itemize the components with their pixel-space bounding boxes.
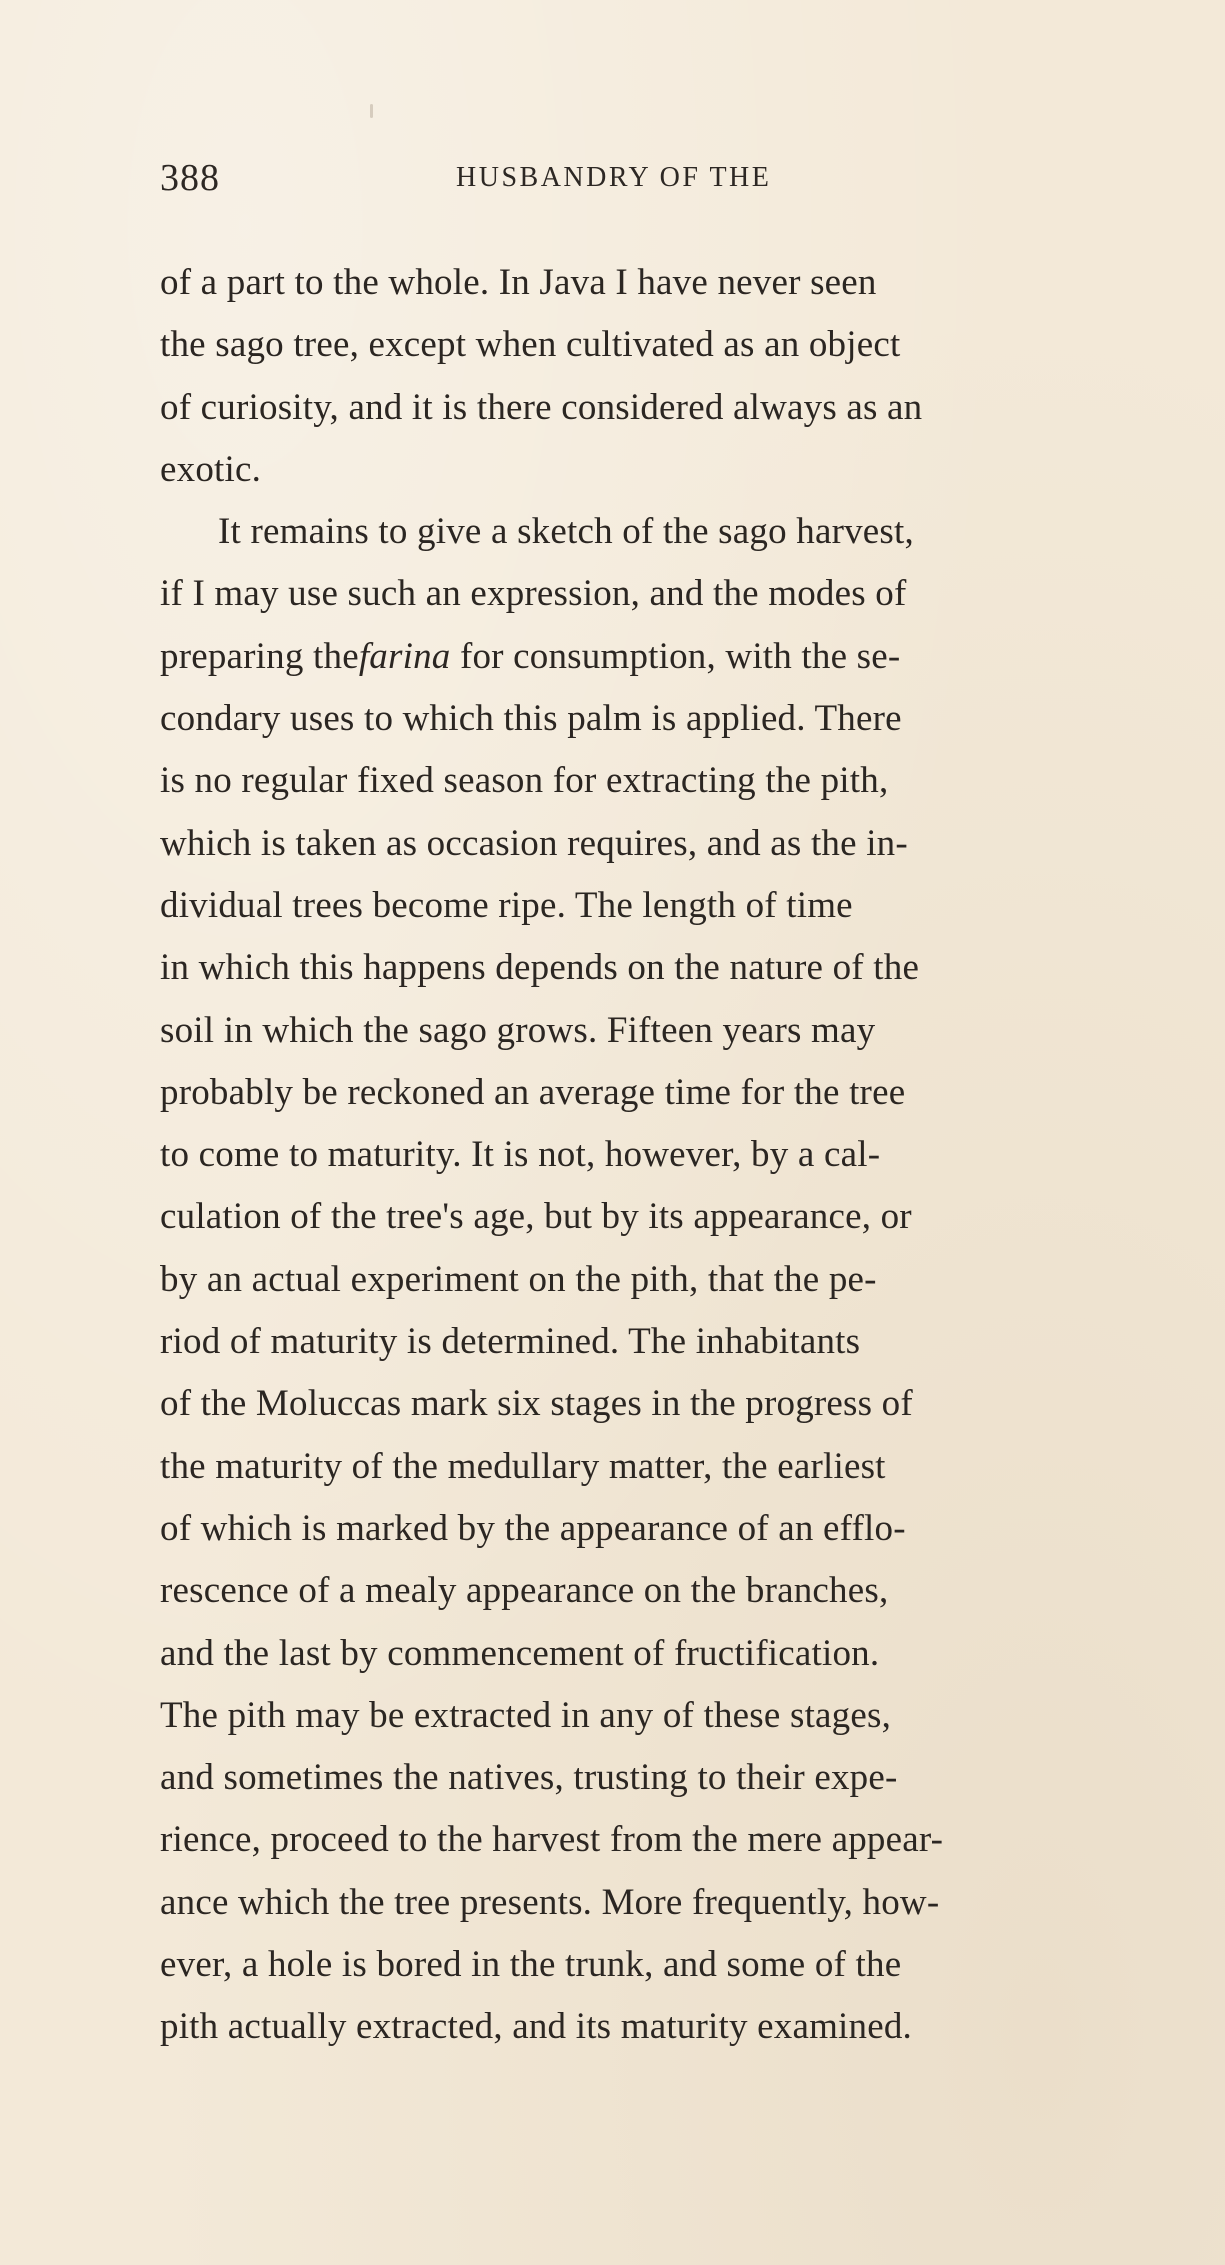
text-line: of the Moluccas mark six stages in the progress of: [160, 1383, 913, 1425]
page-number: 388: [160, 157, 220, 199]
text-line: the maturity of the medullary matter, the earliest: [160, 1445, 886, 1487]
text-line: exotic.: [160, 448, 262, 490]
text-line: of curiosity, and it is there considered always as an: [160, 386, 923, 428]
text-line: culation of the tree's age, but by its appearance, or: [160, 1196, 912, 1238]
paper-mark: [370, 104, 373, 118]
text-line: pith actually extracted, and its maturity examined.: [160, 2006, 913, 2048]
text-line: in which this happens depends on the nature of the: [160, 947, 920, 989]
text-line: to come to maturity. It is not, however, by a cal-: [160, 1134, 881, 1176]
italic-term: farina: [358, 635, 451, 677]
text-line: The pith may be extracted in any of these stages,: [160, 1694, 892, 1736]
text-line: and the last by commencement of fructification.: [160, 1632, 880, 1674]
text-line-with-italic: [160, 626, 1160, 688]
running-head: [160, 156, 1090, 200]
body-text: [160, 252, 1160, 2059]
text-segment: for consumption, with the se-: [450, 635, 901, 677]
text-line: condary uses to which this palm is applied. There: [160, 698, 902, 740]
text-line: of which is marked by the appearance of an efflo-: [160, 1507, 906, 1549]
text-line: ance which the tree presents. More frequently, how-: [160, 1881, 940, 1923]
text-line: the sago tree, except when cultivated as an object: [160, 324, 901, 366]
text-line: by an actual experiment on the pith, that the pe-: [160, 1258, 877, 1300]
text-line: riod of maturity is determined. The inhabitants: [160, 1321, 861, 1363]
paragraph-start-line: It remains to give a sketch of the sago harvest,: [218, 511, 914, 553]
text-segment: preparing the: [160, 635, 359, 677]
text-line: which is taken as occasion requires, and as the in-: [160, 822, 908, 864]
text-line: rescence of a mealy appearance on the branches,: [160, 1570, 889, 1612]
text-line: is no regular fixed season for extracting the pith,: [160, 760, 889, 802]
text-line: if I may use such an expression, and the modes of: [160, 573, 907, 615]
text-line: soil in which the sago grows. Fifteen years may: [160, 1009, 876, 1051]
text-line: dividual trees become ripe. The length of time: [160, 884, 853, 926]
text-line: and sometimes the natives, trusting to their expe-: [160, 1757, 898, 1799]
text-line: rience, proceed to the harvest from the mere appear-: [160, 1819, 944, 1861]
text-line: of a part to the whole. In Java I have never seen: [160, 262, 877, 303]
text-line: probably be reckoned an average time for the tree: [160, 1071, 906, 1113]
text-line: ever, a hole is bored in the trunk, and some of the: [160, 1944, 902, 1986]
running-title: HUSBANDRY OF THE: [456, 162, 772, 193]
